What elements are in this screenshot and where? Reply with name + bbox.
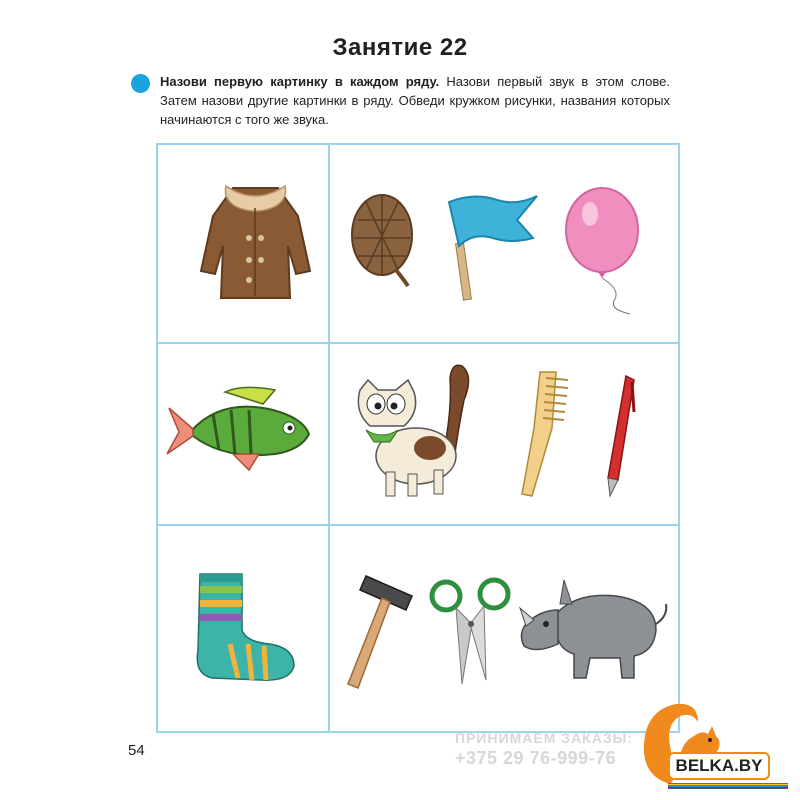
bullet-dot	[131, 74, 150, 93]
balloon-picture[interactable]	[560, 184, 655, 319]
rhino-picture[interactable]	[516, 574, 671, 684]
watermark-line1: ПРИНИМАЕМ ЗАКАЗЫ:	[455, 730, 633, 746]
watermark	[455, 728, 633, 768]
pen-picture[interactable]	[596, 372, 641, 502]
grid-divider	[158, 524, 678, 526]
instruction-lead: Назови первую картинку в каждом ряду.	[160, 74, 440, 89]
logo-text: BELKA.BY	[668, 752, 770, 780]
instruction-text	[160, 72, 670, 129]
fish-picture[interactable]	[163, 384, 318, 474]
grid-divider	[158, 342, 678, 344]
instruction-rest: Назови первый звук в этом слове. Затем назови другие картинки в ряду. Обведи кружком рисунки, названия которых начинаются с того же звука.	[160, 74, 670, 127]
watermark-line2: +375 29 76-999-76	[455, 748, 617, 768]
scissors-picture[interactable]	[426, 576, 516, 686]
logo-stripes	[668, 783, 788, 789]
pine-cone-picture[interactable]	[346, 190, 426, 290]
page-title: Занятие 22	[332, 34, 468, 61]
coat-picture[interactable]	[188, 176, 323, 306]
cat-picture[interactable]	[352, 360, 477, 500]
hammer-picture[interactable]	[344, 572, 416, 692]
comb-picture[interactable]	[512, 368, 572, 498]
sock-picture[interactable]	[190, 570, 300, 685]
flag-picture[interactable]	[445, 188, 540, 303]
page-number: 54	[128, 742, 145, 759]
grid-divider	[328, 145, 330, 731]
